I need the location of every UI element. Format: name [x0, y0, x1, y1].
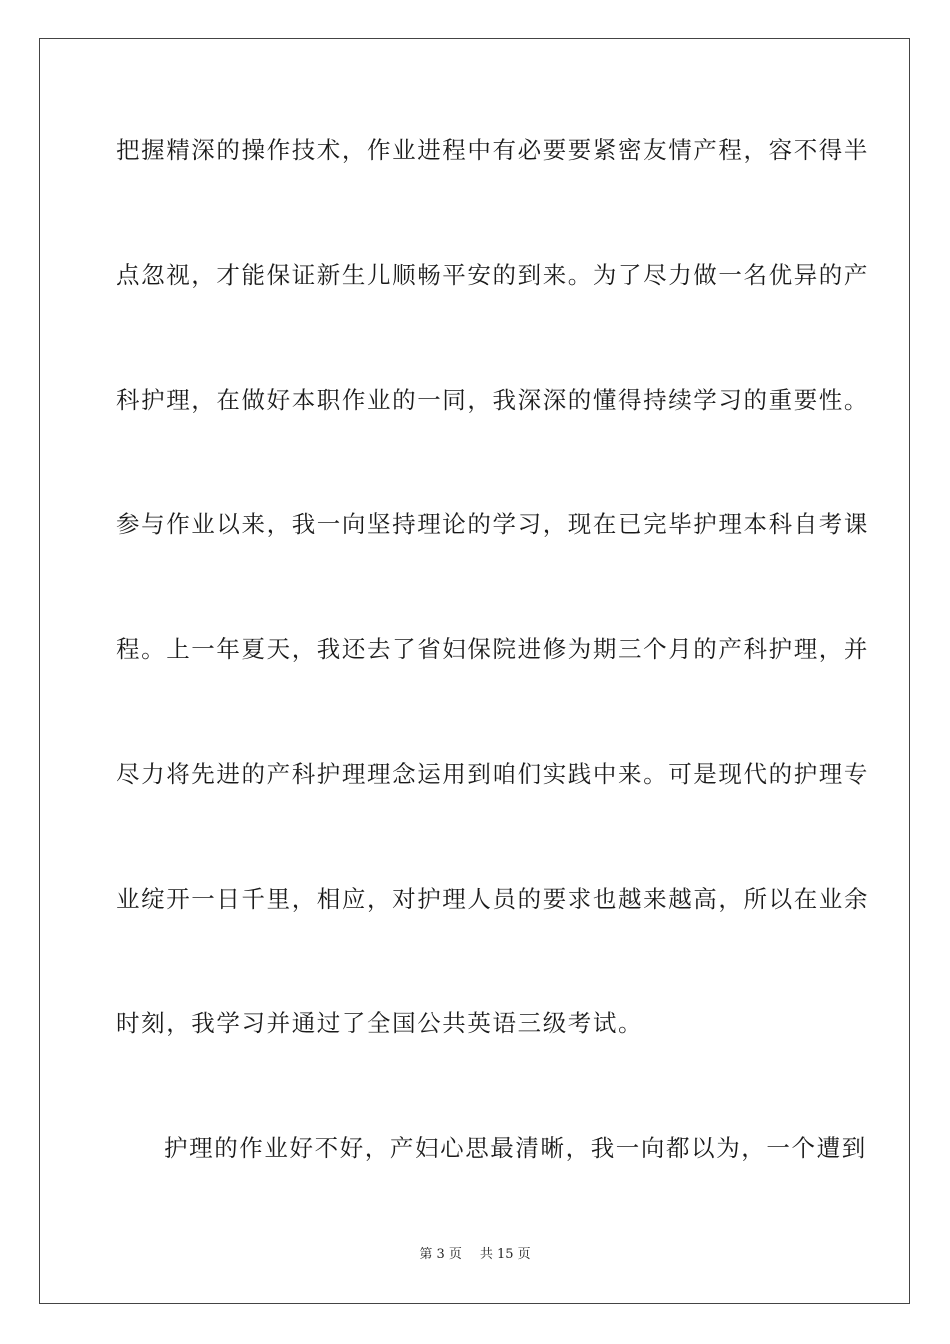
text-line-3: 科护理，在做好本职作业的一同，我深深的懂得持续学习的重要性。 [116, 386, 869, 414]
text-line-5: 程。上一年夏天，我还去了省妇保院进修为期三个月的产科护理，并 [116, 635, 869, 663]
text-line-4: 参与作业以来，我一向坚持理论的学习，现在已完毕护理本科自考课 [116, 510, 869, 538]
page-footer [0, 1246, 950, 1264]
text-line-9-paragraph-start: 护理的作业好不好，产妇心思最清晰，我一向都以为，一个遭到 [164, 1134, 867, 1162]
page-total: 共 15 页 [479, 1247, 531, 1262]
text-line-2: 点忽视，才能保证新生儿顺畅平安的到来。为了尽力做一名优异的产 [116, 261, 869, 289]
page-number: 第 3 页 [419, 1247, 462, 1262]
text-line-6: 尽力将先进的产科护理理念运用到咱们实践中来。可是现代的护理专 [116, 760, 869, 788]
page-border [39, 38, 910, 1304]
text-line-1: 把握精深的操作技术，作业进程中有必要要紧密友情产程，容不得半 [116, 136, 869, 164]
text-line-8: 时刻，我学习并通过了全国公共英语三级考试。 [116, 1009, 644, 1037]
text-line-7: 业绽开一日千里，相应，对护理人员的要求也越来越高，所以在业余 [116, 885, 869, 913]
